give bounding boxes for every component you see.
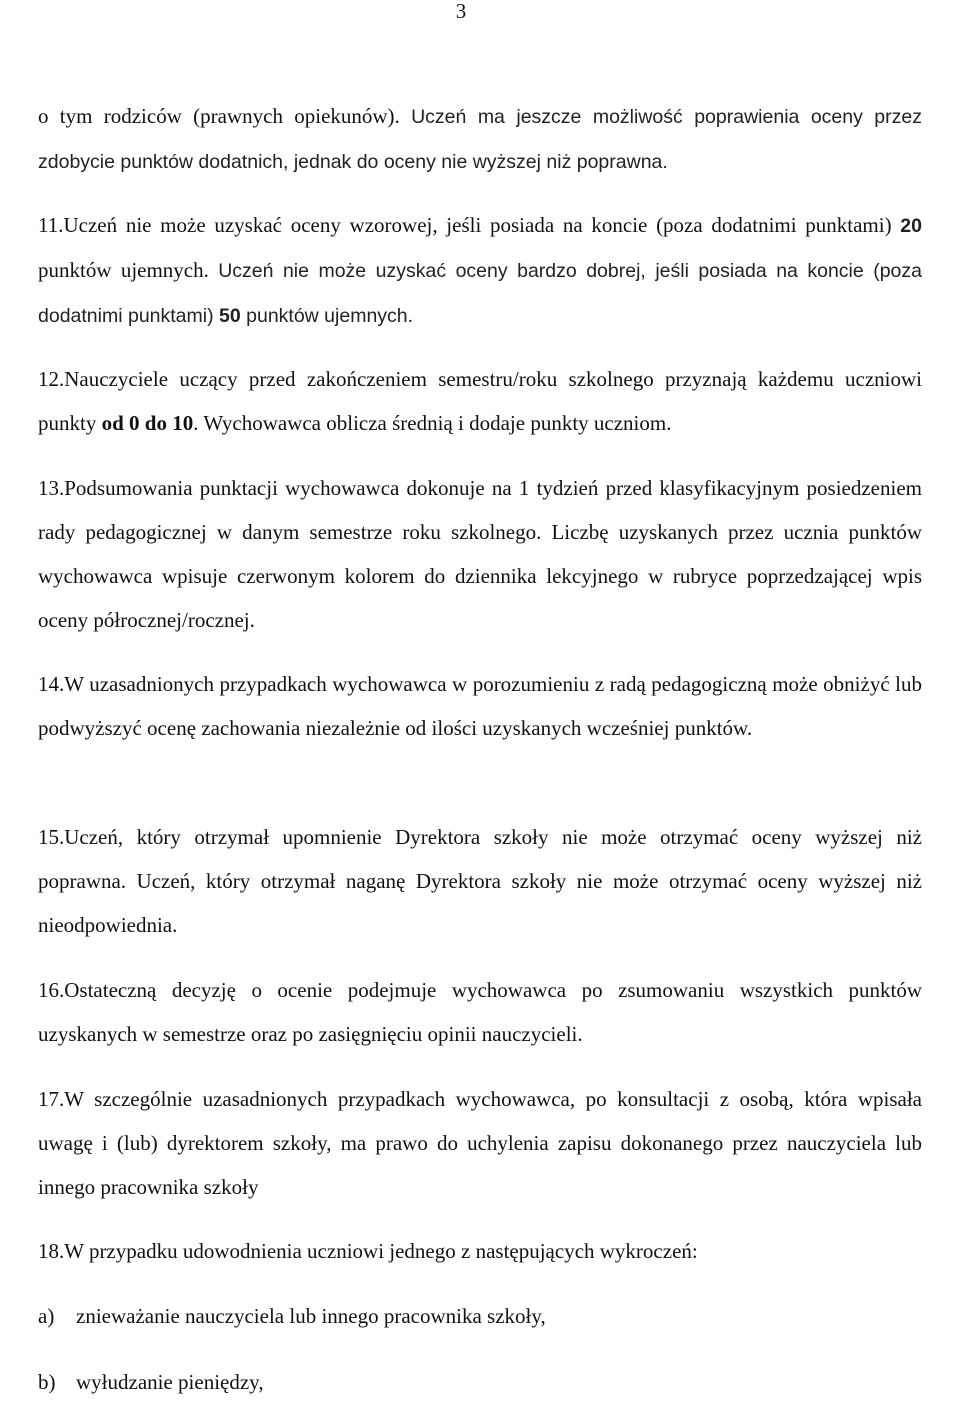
- item-18-number: 18.: [38, 1239, 65, 1263]
- intro-paragraph: [38, 94, 922, 184]
- item-11-text-c: punktów ujemnych.: [38, 258, 219, 282]
- item-12-text-a: Nauczyciele uczący przed zakończeniem semestru/roku szkolnego przyznają każdemu uczniowi punkty: [38, 367, 922, 435]
- subitem-a-text: znieważanie nauczyciela lub innego pracownika szkoły,: [76, 1304, 546, 1328]
- item-18-text: W przypadku udowodnienia uczniowi jednego z następujących wykroczeń:: [64, 1239, 698, 1263]
- item-14-text: W uzasadnionych przypadkach wychowawca w porozumieniu z radą pedagogiczną może obniżyć lub podwyższyć ocenę zachowania niezależnie od ilości uzyskanych wcześniej punktów.: [38, 672, 922, 740]
- item-12: [38, 357, 922, 445]
- item-11-points-50: 50: [219, 305, 241, 327]
- item-16: [38, 968, 922, 1056]
- item-18: [38, 1229, 922, 1273]
- item-16-text: Ostateczną decyzję o ocenie podejmuje wychowawca po zsumowaniu wszystkich punktów uzyskanych w semestrze oraz po zasięgnięciu opinii nauczycieli.: [38, 978, 922, 1046]
- item-15: [38, 815, 922, 947]
- subitem-b: [38, 1360, 264, 1404]
- subitem-b-marker: b): [38, 1370, 56, 1394]
- item-14-number: 14.: [38, 672, 65, 696]
- item-17: [38, 1077, 922, 1209]
- intro-text-b: Uczeń ma jeszcze możliwość poprawienia oceny przez zdobycie punktów dodatnich, jednak do oceny nie wyższej niż poprawna.: [38, 106, 922, 173]
- item-14: [38, 662, 922, 750]
- item-13-text: Podsumowania punktacji wychowawca dokonuje na 1 tydzień przed klasyfikacyjnym posiedzeniem rady pedagogicznej w danym semestrze roku szkolnego. Liczbę uzyskanych przez ucznia punktów wychowawca wpisuje czerwonym kolorem do dziennika lekcyjnego w rubryce poprzedzającej wpis oceny półrocznej/rocznej.: [38, 476, 922, 632]
- subitem-a: [38, 1294, 546, 1338]
- item-17-number: 17.: [38, 1087, 65, 1111]
- intro-text-a: o tym rodziców (prawnych opiekunów).: [38, 104, 412, 128]
- item-12-text-c: . Wychowawca oblicza średnią i dodaje punkty uczniom.: [193, 411, 672, 435]
- item-15-text: Uczeń, który otrzymał upomnienie Dyrektora szkoły nie może otrzymać oceny wyższej niż poprawna. Uczeń, który otrzymał naganę Dyrektora szkoły nie może otrzymać oceny wyższej niż nieodpowiednia.: [38, 825, 922, 937]
- item-13-number: 13.: [38, 476, 65, 500]
- item-16-number: 16.: [38, 978, 65, 1002]
- item-11: [38, 203, 922, 338]
- item-11-number: 11.: [38, 213, 64, 237]
- item-11-text-a: Uczeń nie może uzyskać oceny wzorowej, jeśli posiada na koncie (poza dodatnimi punktami): [63, 213, 901, 237]
- item-12-number: 12.: [38, 367, 65, 391]
- page-number: 3: [455, 0, 467, 23]
- subitem-b-text: wyłudzanie pieniędzy,: [76, 1370, 264, 1394]
- item-11-text-f: punktów ujemnych.: [240, 305, 414, 327]
- subitem-a-marker: a): [38, 1304, 55, 1328]
- item-15-number: 15.: [38, 825, 65, 849]
- item-12-range: od 0 do 10: [101, 411, 194, 435]
- item-13: [38, 466, 922, 642]
- item-11-points-20: 20: [900, 215, 922, 237]
- item-11-text-d: Uczeń nie może uzyskać oceny bardzo dobrej, jeśli posiada na koncie (poza dodatnimi punktami): [38, 260, 922, 327]
- item-17-text: W szczególnie uzasadnionych przypadkach wychowawca, po konsultacji z osobą, która wpisała uwagę i (lub) dyrektorem szkoły, ma prawo do uchylenia zapisu dokonanego przez nauczyciela lub innego pracownika szkoły: [38, 1087, 922, 1199]
